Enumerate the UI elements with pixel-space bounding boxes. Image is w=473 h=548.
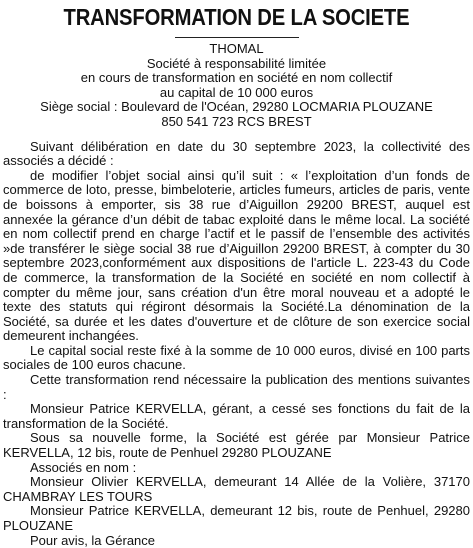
publication-paragraph: Cette transformation rend nécessaire la publication des mentions suivantes :	[3, 372, 470, 402]
partner-olivier: Monsieur Olivier KERVELLA, demeurant 14 Allée de la Volière, 37170 CHAMBRAY LES TOURS	[3, 474, 470, 504]
transformation-status: en cours de transformation en société en nom collectif	[80, 70, 393, 86]
former-manager-paragraph: Monsieur Patrice KERVELLA, gérant, a cessé ses fonctions du fait de la transformation de la Société.	[3, 401, 470, 431]
share-capital-paragraph: Le capital social reste fixé à la somme de 10 000 euros, divisé en 100 parts sociales de 100 euros chacune.	[3, 342, 470, 373]
signature-line: Pour avis, la Gérance	[30, 532, 156, 548]
company-header	[3, 42, 470, 130]
title-divider	[175, 37, 299, 38]
company-capital: au capital de 10 000 euros	[159, 84, 314, 100]
notice-body	[3, 140, 470, 548]
head-office: Siège social : Boulevard de l'Océan, 29280 LOCMARIA PLOUZANE	[40, 99, 433, 115]
registration-number: 850 541 723 RCS BREST	[161, 113, 312, 129]
company-form: Société à responsabilité limitée	[146, 55, 327, 71]
notice-title: TRANSFORMATION DE LA SOCIETE	[63, 4, 410, 30]
partner-patrice: Monsieur Patrice KERVELLA, demeurant 12 bis, route de Penhuel, 29280 PLOUZANE	[3, 503, 470, 533]
new-manager-paragraph: Sous sa nouvelle forme, la Société est gérée par Monsieur Patrice KERVELLA, 12 bis, route de Penhuel 29280 PLOUZANE	[3, 430, 470, 461]
resolution-paragraph: Suivant délibération en date du 30 septembre 2023, la collectivité des associés a décidé :	[3, 138, 470, 169]
company-name: THOMAL	[209, 41, 264, 56]
partners-heading: Associés en nom :	[30, 459, 137, 475]
decisions-paragraph: de modifier l’objet social ainsi qu’il suit : « l’exploitation d’un fonds de commerce de loto, presse, bimbeloterie, articles fumeurs, articles de paris, vente de boissons à emporter, sis 38 rue d’Aiguillon 29200 BREST, auquel est annexée la gérance d’un débit de tabac exploité dans le même local. La société en nom collectif prend en charge l’actif et le passif de l’ensemble des activités »de transférer le siège social 38 rue d’Aiguillon 29200 BREST, à compter du 30 septembre 2023,conformément aux dispositions de l'article L. 223-43 du Code de commerce, la transformation de la Société en société en nom collectif à compter du même jour, sans création d'un être moral nouveau et a adopté le texte des statuts qui régiront désormais la Société.La dénomination de la Société, sa durée et les dates d'ouverture et de clôture de son exercice social demeurent inchangées.	[3, 167, 470, 344]
